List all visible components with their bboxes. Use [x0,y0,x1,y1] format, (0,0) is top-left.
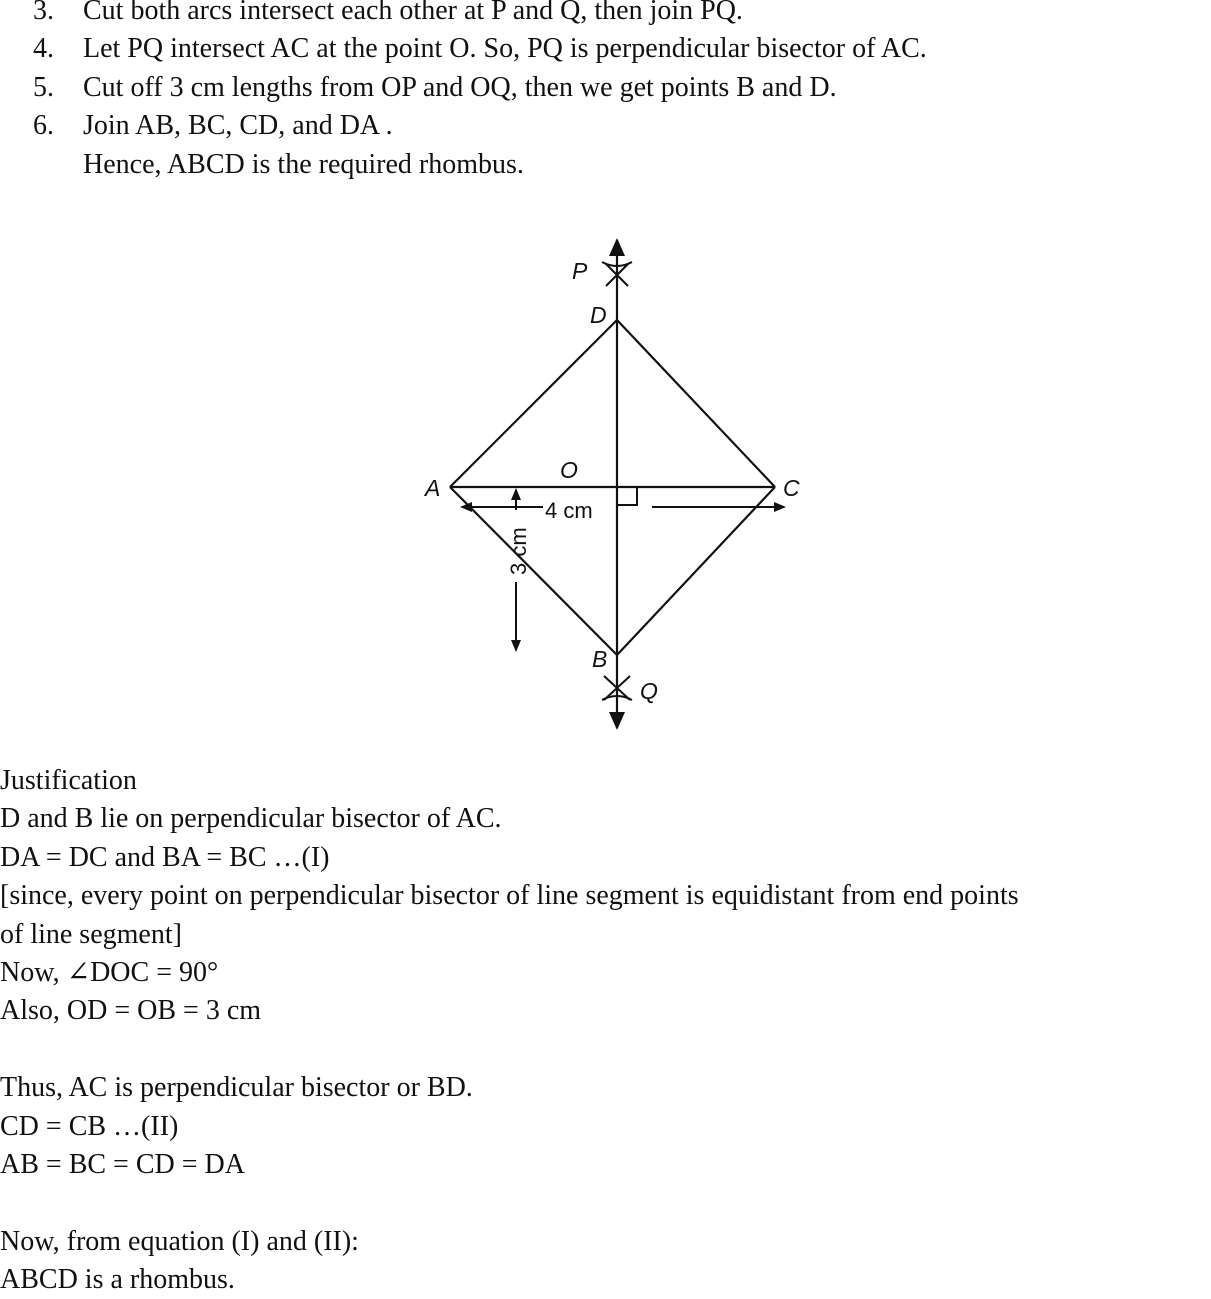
blank-line [0,1184,1211,1222]
justification-line: Now, ∠DOC = 90° [0,956,219,988]
arrow-top [609,238,625,256]
label-d: D [590,302,607,328]
label-a: A [425,475,441,501]
justification-line: D and B lie on perpendicular bisector of AC. [0,803,502,835]
label-q: Q [640,678,658,704]
step-text: Cut off 3 cm lengths from OP and OQ, then we get points B and D. [83,71,837,103]
label-c: C [783,475,800,501]
justification-section [0,762,1211,1299]
justification-line: ABCD is a rhombus. [0,1264,235,1296]
step-text: Join AB, BC, CD, and DA . [83,110,393,142]
label-ac-length: 4 cm [545,498,593,523]
side-cb [617,487,775,655]
justification-line: CD = CB …(II) [0,1110,179,1142]
step-text: Let PQ intersect AC at the point O. So, PQ is perpendicular bisector of AC. [83,33,927,65]
justification-line: [since, every point on perpendicular bisector of line segment is equidistant from end points [0,880,1019,912]
justification-line: DA = DC and BA = BC …(I) [0,841,330,873]
justification-line: AB = BC = CD = DA [0,1148,245,1180]
justification-line: Thus, AC is perpendicular bisector or BD. [0,1072,473,1104]
step-text: Cut both arcs intersect each other at P and Q, then join PQ. [83,0,743,26]
step-number: 5. [33,71,54,103]
side-da [450,320,617,487]
label-p: P [572,258,588,284]
label-o: O [560,457,578,483]
label-b: B [592,646,608,672]
justification-line: of line segment] [0,918,182,950]
justification-line: Now, from equation (I) and (II): [0,1225,359,1257]
arrow-bottom [609,712,625,730]
step-text: Hence, ABCD is the required rhombus. [83,148,524,180]
label-od-length: 3 cm [506,527,531,575]
step-number: 6. [33,110,54,142]
justification-heading: Justification [0,765,137,796]
step-number: 3. [33,0,54,26]
blank-line [0,1031,1211,1069]
side-dc [617,320,775,487]
justification-line: Also, OD = OB = 3 cm [0,995,262,1027]
right-angle-marker [617,487,637,505]
step-number: 4. [33,33,54,65]
